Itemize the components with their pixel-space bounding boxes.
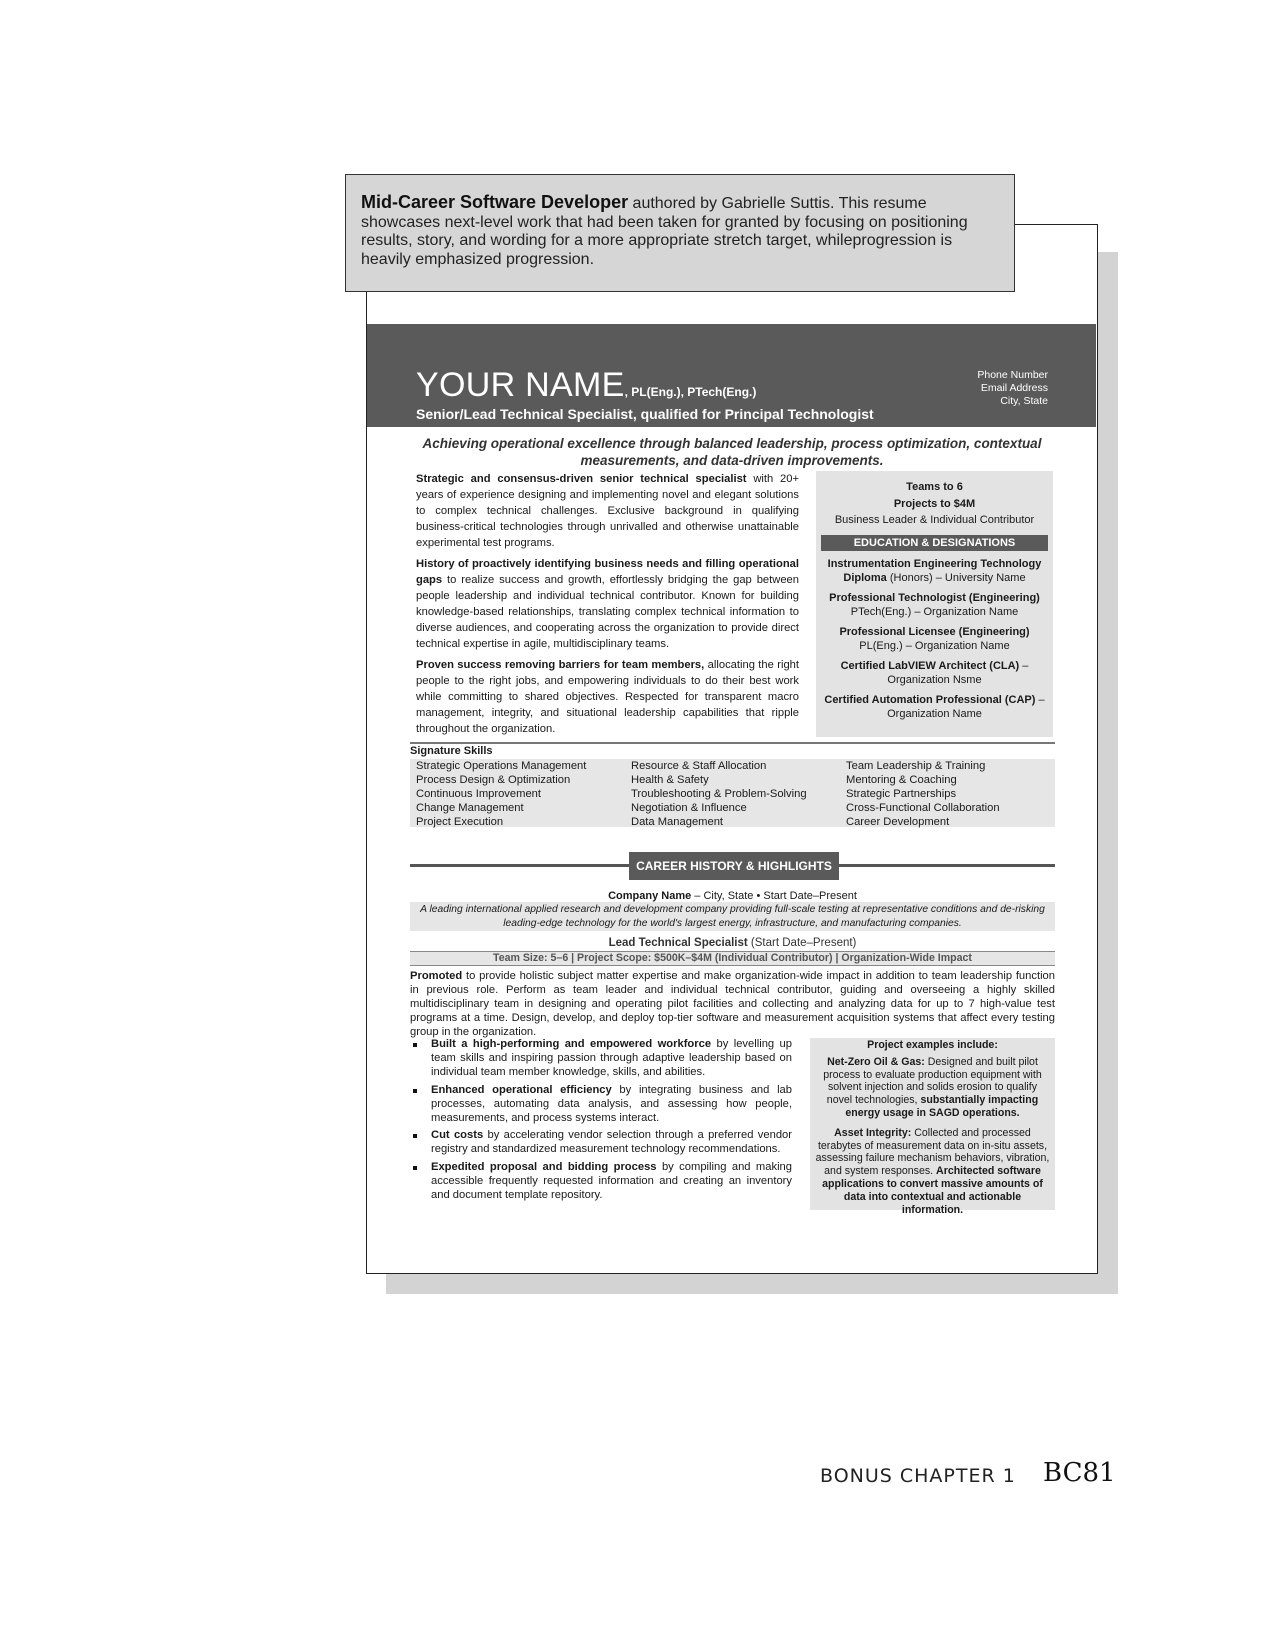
bullet-text: by integrating business and lab processes, automating data analysis, and assessing how people, measurements, and process systems interact. [431,1083,792,1124]
company-line [410,889,1055,903]
bullet-lead: Enhanced operational efficiency [431,1083,612,1096]
skill-item: Team Leadership & Training [846,760,986,772]
overview-text: to provide holistic subject matter expertise and make organization-wide impact in addition to team leadership function in previous role. Perform as team leader and individual technical contributor, guiding and overseeing a highly skilled multidisciplinary team in designing and operating pilot facilities and collecting and analyzing data for up to 7 high-value test programs at a time. Design, develop, and deploy top-tier software and measurement acquisition systems that affect every testing group in the organization. [410,970,1055,1038]
education-detail: – Organization Nsme [887,660,1029,686]
role-summary: Business Leader & Individual Contributor [834,514,1035,526]
project-name: Net-Zero Oil & Gas: [827,1055,925,1068]
list-item [410,1161,792,1203]
education-item [816,693,1053,721]
skills-divider [410,742,1055,744]
summary-paragraph [416,471,799,551]
skill-item: Career Development [846,816,950,828]
project-result: Architected software applications to convert massive amounts of data into contextual and actionable information. [822,1165,1043,1216]
list-item [410,1084,792,1126]
education-title: Certified LabVIEW Architect (CLA) [840,660,1020,672]
summary-text: to realize success and growth, effortlessly bridging the gap between people leadership and individual technical contributor. Known for building knowledge-based relationships, translating complex technical information to diverse audiences, and cooperating across the organization to provide direct technical expertise in agile, multidisciplinary teams. [416,574,799,650]
skill-item: Cross-Functional Collaboration [846,802,1000,814]
bullet-icon [413,1089,417,1093]
list-item [410,1129,792,1157]
education-title: Professional Licensee (Engineering) [839,626,1030,638]
skills-heading: Signature Skills [410,745,493,757]
education-title: Professional Technologist (Engineering) [829,592,1040,604]
skill-item: Troubleshooting & Problem-Solving [631,788,807,800]
skill-item: Continuous Improvement [416,788,541,800]
education-item [816,659,1053,687]
chapter-label: BONUS CHAPTER 1 [820,1465,1016,1487]
job-title: Lead Technical Specialist [608,937,748,949]
callout-title: Mid-Career Software Developer [361,192,629,212]
skills-column [840,759,1055,829]
bullet-lead: Built a high-performing and empowered workforce [431,1038,712,1050]
callout-text: authored by Gabrielle Suttis. This resume showcases next-level work that had been taken for granted by focusing on positioning results, story, and wording for a more appropriate stretch target, whileprogression is heavily emphasized progression. [361,195,968,268]
education-detail: (Honors) – University Name [886,572,1026,584]
education-item [816,591,1053,619]
skill-item: Project Execution [416,816,504,828]
education-detail: PTech(Eng.) – Organization Name [850,606,1019,618]
bullet-text: by levelling up team skills and inspiring passion through adaptive leadership based on individual team member knowledge, skills, and abilities. [431,1038,792,1078]
project-text: Designed and built pilot process to evaluate production equipment with solvent injection and solids erosion to qualify novel technologies, [823,1055,1042,1107]
page-number: BC81 [1043,1458,1116,1488]
skills-grid [410,759,1055,827]
job-dates: (Start Date–Present) [747,937,857,949]
education-heading: EDUCATION & DESIGNATIONS [821,535,1048,551]
tagline: Achieving operational excellence through balanced leadership, process optimization, contextual measurements, and data-driven improvements. [422,436,1042,468]
project-examples-heading: Project examples include: [867,1039,998,1051]
skills-column [410,759,625,829]
summary-text: with 20+ years of experience designing and implementing novel and elegant solutions to complex technical challenges. Exclusive background in qualifying business-critical technologies through unrivalled and otherwise unattainable experimental test programs. [416,473,799,549]
summary-paragraph [416,657,799,737]
skill-item: Data Management [631,816,724,828]
qualifications-box [816,471,1053,737]
project-item [814,1056,1051,1120]
education-title: Instrumentation Engineering Technology Diploma [827,558,1042,584]
summary-paragraph [416,556,799,652]
summary-lead: History of proactively identifying business needs and filling operational gaps [416,558,799,586]
skill-item: Process Design & Optimization [416,774,571,786]
skill-item: Strategic Operations Management [416,760,587,772]
job-scope: Team Size: 5–6 | Project Scope: $500K–$4M (Individual Contributor) | Organization-Wide Impact [410,951,1055,966]
skill-item: Resource & Staff Allocation [631,760,767,772]
location: City, State [1000,395,1048,407]
list-item [410,1038,792,1080]
credentials: , PL(Eng.), PTech(Eng.) [624,385,757,399]
callout-box [345,174,1015,292]
project-text: Collected and processed terabytes of measurement data on in-situ assets, assessing failure mechanism behaviors, vibration, and system responses. [815,1126,1050,1178]
bullet-icon [413,1166,417,1170]
job-overview [410,970,1055,1040]
email-address: Email Address [980,382,1048,394]
scale-highlights [816,479,1053,513]
skill-item: Strategic Partnerships [846,788,957,800]
project-name: Asset Integrity: [834,1126,912,1139]
bullet-text: by compiling and making accessible frequently requested information and creating an inventory and document template repository. [431,1161,792,1202]
job-title-line [410,937,1055,949]
teams-size: Teams to 6 [906,481,963,493]
skill-item: Change Management [416,802,524,814]
achievement-list [410,1038,792,1207]
skill-item: Negotiation & Influence [631,802,747,814]
company-meta: – City, State • Start Date–Present [691,890,857,902]
resume-subtitle: Senior/Lead Technical Specialist, qualified for Principal Technologist [416,406,874,422]
project-result: substantially impacting energy usage in SAGD operations. [845,1094,1039,1119]
bullet-icon [413,1134,417,1138]
skill-item: Mentoring & Coaching [846,774,957,786]
project-examples-box [810,1038,1055,1216]
education-detail: PL(Eng.) – Organization Name [859,640,1010,652]
education-item [816,557,1053,585]
company-description: A leading international applied research and development company providing full-scale testing at representative conditions and de-risking leading-edge technology for the world's largest energy, infrastructure, and manufacturing companies. [410,902,1055,931]
resume-page [366,224,1098,1274]
resume-name [416,366,756,405]
overview-lead: Promoted [410,970,463,982]
education-title: Certified Automation Professional (CAP) [824,694,1036,706]
career-heading: CAREER HISTORY & HIGHLIGHTS [629,852,839,880]
name-text: YOUR NAME [416,366,625,404]
summary-lead: Proven success removing barriers for team members, [416,659,705,671]
summary [416,471,799,742]
bullet-lead: Cut costs [431,1129,484,1142]
skill-item: Health & Safety [631,774,709,786]
bullet-icon [413,1043,417,1047]
education-detail: – Organization Name [887,694,1045,720]
bullet-lead: Expedited proposal and bidding process [431,1161,657,1174]
education-item [816,625,1053,653]
company-name: Company Name [608,890,692,902]
skills-column [625,759,840,829]
summary-lead: Strategic and consensus-driven senior technical specialist [416,473,747,485]
resume-header [367,324,1096,427]
project-item [814,1127,1051,1217]
summary-text: allocating the right people to the right jobs, and empowering individuals to do their best work while committing to shared objectives. Respected for transparent macro management, integrity, and situational leadership capabilities that ripple throughout the organization. [416,659,799,735]
phone-number: Phone Number [977,369,1048,381]
contact-block [977,369,1048,408]
projects-size: Projects to $4M [893,498,976,510]
bullet-text: by accelerating vendor selection through a preferred vendor registry and standardized measurement technology recommendations. [431,1129,792,1156]
